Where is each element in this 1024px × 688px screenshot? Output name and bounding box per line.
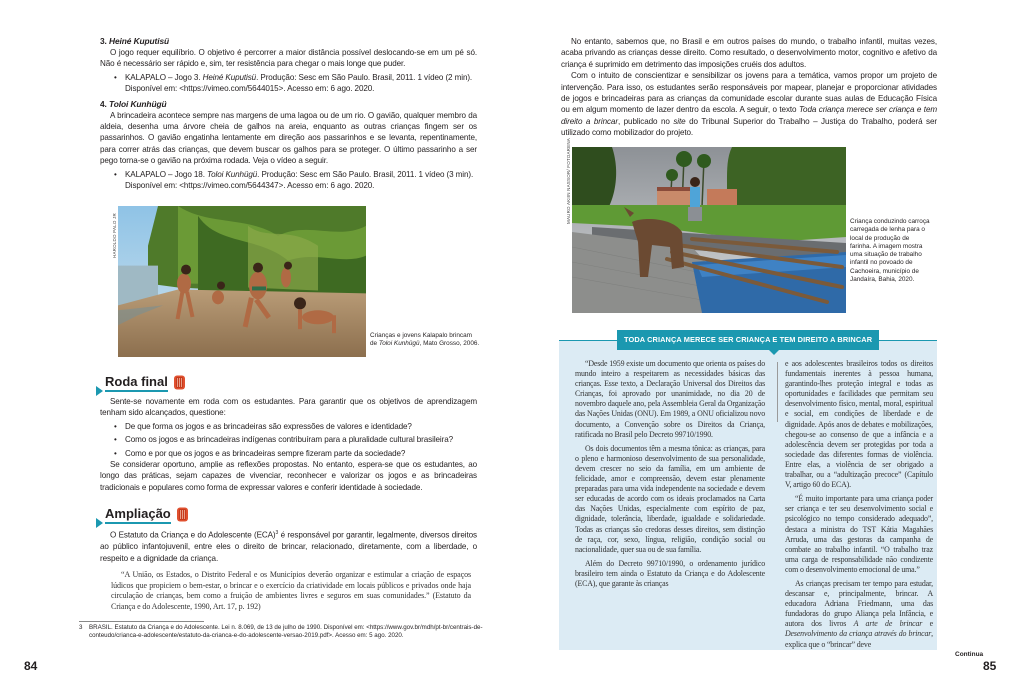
paragraph-italic: site [673, 116, 686, 126]
caption-italic: Toloi Kunhügü [378, 340, 420, 348]
article-paragraph: “É muito importante para uma criança poder ser criança e ter seu desenvolvimento social e psicológico no tempo considerado adequado”, destaca a ministra do TST Kátia Magahães Arruda, uma das gestoras da campanha de combate ao trabalho infantil. “O trabalho traz uma carga de responsabilidade não condizente com o desenvolvimento emocional de uma.” [785, 494, 933, 574]
question-item: • De que forma os jogos e as brincadeiras são expressões de valores e identidade? [111, 421, 477, 432]
ampliacao-content [100, 528, 477, 612]
book-title: A arte de brincar [853, 619, 923, 629]
article-column-2 [785, 359, 933, 654]
article-paragraph: Além do Decreto 99710/1990, o ordenamento jurídico brasileiro tem ainda o Estatuto da Criança e do Adolescente (ECA), que garante às crianças [575, 558, 765, 588]
article-paragraph [785, 579, 933, 650]
item-number: 3. [100, 36, 107, 46]
intro-paragraph [561, 70, 937, 138]
paragraph-text: do Tribunal Superior do Trabalho – Justiça do Trabalho, poderá ser utilizado como mobilizador do projeto. [561, 116, 938, 138]
footnote-divider [79, 621, 204, 622]
footnote-text: BRASIL. Estatuto da Criança e do Adolescente. Lei n. 8.069, de 13 de julho de 1990. Disponível em: <https://www.gov.br/mdh/pt-br/centrais-de-conteudo/crianca-e-adolescente/estatuto-da-crianca-e-do-adolescente-versao-2019.pdf>. Acesso em: 5 ago. 2020. [89, 624, 483, 640]
reference-title: Toloi Kunhügü [207, 169, 258, 179]
paragraph-text: Com o intuito de conscientizar e sensibilizar os jovens para a temática, vamos propor um projeto de intervenção. Para isso, os estudantes serão responsáveis por mapear, planejar e proporcionar atividades de jogos e brincadeiras para as crianças da comunidade escolar durante suas aulas de Educação Física ou em algum momento de lazer dentro da escola. A seguir, o texto [561, 71, 937, 115]
video-reference [111, 169, 477, 192]
child-cart-photo [572, 147, 846, 313]
roda-final-intro: Sente-se novamente em roda com os estudantes. Para garantir que os objetivos de aprendizagem tenham sido alcançados, questione: [100, 397, 477, 418]
article-paragraph: “Desde 1959 existe um documento que orienta os países do mundo inteiro a respeitarem as necessidades básicas das crianças. Esse texto, a Declaração Universal dos Direitos das Crianças, foi aprovado por unanimidade, no dia 20 de novembro daquele ano, pela Assembleia Geral da Organização das Nações Unidas (ONU). Em 1989, a ONU oficializou novo documento, a Convenção sobre os Direitos da Criança, ratificada no Brasil pelo Decreto 99710/1990. [575, 359, 765, 439]
paragraph-text: , explica que o “brincar” deve [785, 629, 933, 649]
reference-prefix: KALAPALO – Jogo 18. [125, 169, 207, 179]
video-reference [111, 72, 477, 95]
book-icon [173, 374, 186, 391]
column-divider [777, 362, 778, 422]
section-title: Ampliação [105, 506, 171, 524]
reference-suffix: . Produção: Sesc em São Paulo. Brasil, 2011. 1 vídeo (3 min). Disponível em: <https://vimeo.com/5644347>. Acesso em: 6 ago. 2020. [125, 169, 474, 191]
article-column-1 [575, 359, 765, 593]
reference-suffix: . Produção: Sesc em São Paulo. Brasil, 2011. 1 vídeo (2 min). Disponível em: <https://vimeo.com/5644015>. Acesso em: 6 ago. 2020. [125, 72, 473, 94]
item-title: Heiné Kuputisü [109, 36, 170, 46]
photo-credit: HAROLDO PALO JR [112, 213, 117, 258]
caption-text: Crianças e jovens Kalapalo brincam de [370, 332, 472, 348]
page-number: 85 [983, 659, 997, 673]
right-page-intro [561, 36, 937, 139]
item-title: Toloi Kunhügü [109, 98, 167, 109]
continues-label: Continua [955, 651, 984, 658]
paragraph-text: O Estatuto da Criança e do Adolescente (ECA) [110, 530, 276, 540]
box-title-pointer [769, 350, 779, 355]
item-heine-kuputisu [100, 36, 477, 191]
paragraph-text: é responsável por garantir, legalmente, diversos direitos ao público infantojuvenil, entre eles o direito de brincar, relacionado, diretamente, com a liberdade, o respeito e a dignidade da criança. [100, 530, 477, 563]
section-heading-ampliacao [96, 498, 189, 524]
section-title: Roda final [105, 374, 168, 392]
paragraph-text: As crianças precisam ter tempo para estudar, descansar e, principalmente, brincar. A educadora Adriana Friedmann, uma das fundadoras do grupo Aliança pela Infância, e autora dos livros [785, 578, 933, 629]
eca-quote: “A União, os Estados, o Distrito Federal e os Municípios deverão organizar e estimular a criação de espaços lúdicos que propiciem o bem-estar, o brincar e o exercício da criatividade em locais públicos e privados onde haja circulação de crianças, bem como a fruição de ambientes livres e seguros em suas comunidades.” (Estatuto da Criança e do Adolescente, 1990, Art. 17, p. 192) [111, 569, 471, 611]
book-icon [176, 506, 189, 523]
footnote-reference[interactable]: 3 [275, 530, 279, 536]
item-heading [100, 36, 477, 47]
roda-final-content [100, 396, 477, 493]
photo-credit: MAURO AKIIN NASSOR/ FOTOARENA [566, 138, 571, 224]
footnote-number: 3 [79, 624, 83, 631]
item-paragraph: A brincadeira acontece sempre nas margens de uma lagoa ou de um rio. O gavião, qualquer membro da aldeia, desenha uma árvore cheia de galhos na areia, enquanto as outras crianças fingem ser os passarinhos. O gavião engatinha lentamente em direção aos passarinhos e se levanta, repentinamente, para correr atrás das crianças, que devem buscar os galhos para se proteger. O último passarinho a ser pego torna-se o gavião na próxima rodada. Veja o vídeo a seguir. [100, 110, 477, 166]
kalapalo-children-photo [118, 206, 366, 357]
photo-caption [370, 332, 480, 349]
reference-title: Heiné Kuputisü [202, 72, 257, 82]
footnote [79, 624, 484, 641]
question-item: • Como e por que os jogos e as brincadeiras sempre fizeram parte da sociedade? [111, 448, 477, 459]
caption-text: , Mato Grosso, 2006. [419, 340, 480, 348]
intro-paragraph: No entanto, sabemos que, no Brasil e em outros países do mundo, o trabalho infantil, muitas vezes, acaba privando as crianças desse direito. Como resultado, o desenvolvimento motor, cognitivo e afetivo da criança é suprimido em detrimento das imposições cruéis dos adultos. [561, 37, 937, 69]
section-heading-roda-final [96, 366, 186, 392]
paragraph-text: e [922, 619, 933, 629]
question-item: • Como os jogos e as brincadeiras indígenas contribuíram para a pluralidade cultural brasileira? [111, 434, 477, 445]
page-number: 84 [24, 659, 38, 673]
article-box-title: TODA CRIANÇA MERECE SER CRIANÇA E TEM DIREITO A BRINCAR [617, 330, 879, 350]
roda-final-closing: Se considerar oportuno, amplie as reflexões propostas. No entanto, espera-se que os estudantes, ao longo das práticas, sejam capazes de vivenciar, reconhecer e valorizar os jogos e as brincadeiras tradicionais e populares como forma de expressar valores e conferir identidade à sociedade. [100, 460, 477, 492]
section-marker-icon [96, 386, 103, 396]
reference-prefix: KALAPALO – Jogo 3. [125, 72, 203, 82]
section-marker-icon [96, 518, 103, 528]
article-paragraph: e aos adolescentes brasileiros todos os direitos fundamentais inerentes à pessoa humana, garantindo-lhes proteção integral e todas as oportunidades e facilidades que permitam seu desenvolvimento físico, mental, moral, espiritual e social, em condições de liberdade e de dignidade. Após anos de debates e mobilizações, chegou-se ao consenso de que a infância e a adolescência devem ser protegidas por toda a sociedade das diferentes formas de violência. Entre elas, a violência de ser obrigado a trabalhar, ou a “adultização precoce” (Capítulo V, artigo 60 do ECA). [785, 359, 933, 490]
paragraph-text: , publicado no [617, 116, 674, 126]
item-paragraph: O jogo requer equilíbrio. O objetivo é percorrer a maior distância possível deslocando-se em um pé só. Não é necessário ser rápido e, sim, ter resistência para chegar o mais longe que puder. [100, 48, 477, 69]
item-heading [100, 99, 477, 110]
item-number: 4. [100, 98, 107, 109]
paragraph-italic: Toda criança merece ser criança e tem direito a brincar [561, 105, 937, 126]
question-list [111, 421, 477, 459]
ampliacao-paragraph [100, 528, 477, 564]
photo-caption: Criança conduzindo carroça carregada de lenha para o local de produção de farinha. A imagem mostra uma situação de trabalho infantil no povoado de Cachoeira, município de Jandaíra, Bahia, 2020. [850, 218, 930, 284]
book-title: Desenvolvimento da criança através do brincar [785, 629, 932, 639]
article-paragraph: Os dois documentos têm a mesma tônica: as crianças, para o pleno e harmonioso desenvolvimento de sua personalidade, devem crescer no seio da família, em um ambiente de felicidade, amor e compreensão, devem estar plenamente preparadas para uma vida independente na sociedade e devem ser educadas de acordo com os ideais proclamados na Carta das Nações Unidas, especialmente com espírito de paz, dignidade, tolerância, liberdade, igualdade e solidariedade. Todas as crianças são credoras desses direitos, sem distinção de raça, cor, sexo, língua, religião, condição social ou nacionalidade, quer sua ou de sua família. [575, 443, 765, 554]
